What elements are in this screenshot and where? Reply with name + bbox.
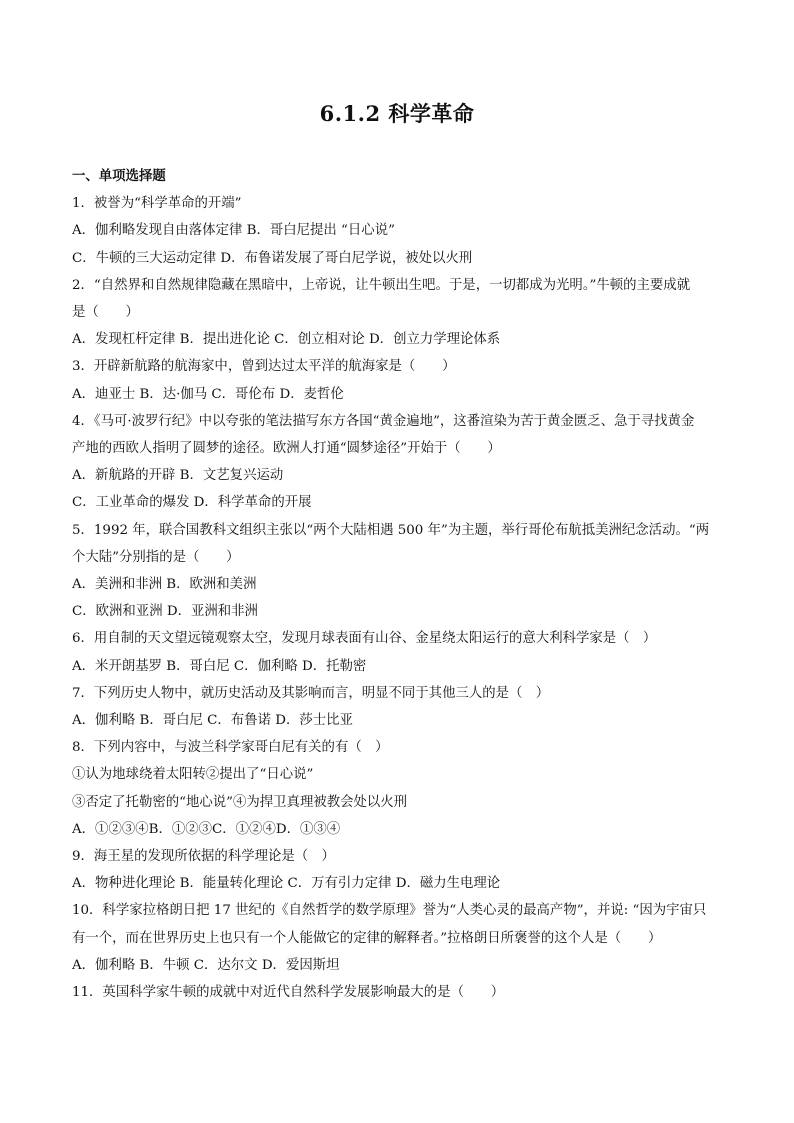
statement-line: ③否定了托勒密的“地心说”④为捍卫真理被教会处以火刑	[72, 794, 408, 810]
page-title: 6.1.2 科学革命	[319, 101, 475, 126]
question-line: 5．1992 年，联合国教科文组织主张以“两个大陆相遇 500 年”为主题，举行哥伦布航抵美洲纪念活动。“两	[72, 522, 710, 538]
option-line: A．美洲和非洲 B．欧洲和美洲	[72, 577, 257, 593]
option-line: A．米开朗基罗 B．哥白尼 C．伽利略 D．托勒密	[72, 658, 367, 674]
option-line: C．欧洲和亚洲 D．亚洲和非洲	[72, 604, 258, 620]
option-line: C．工业革命的爆发 D．科学革命的开展	[72, 495, 312, 511]
statement-line: ①认为地球绕着太阳转②提出了“日心说”	[72, 767, 314, 783]
question-line: 1．被誉为“科学革命的开端”	[72, 196, 242, 212]
option-line: A．迪亚士 B．达·伽马 C．哥伦布 D．麦哲伦	[72, 386, 344, 402]
option-line: A．新航路的开辟 B．文艺复兴运动	[72, 468, 284, 484]
question-list	[72, 163, 732, 1006]
question-line: 8．下列内容中，与波兰科学家哥白尼有关的有（ ）	[72, 740, 389, 756]
question-line: 是（ ）	[72, 305, 139, 321]
option-line: A．发现杠杆定律 B．提出进化论 C．创立相对论 D．创立力学理论体系	[72, 332, 501, 348]
option-line: A．伽利略 B．牛顿 C．达尔文 D．爱因斯坦	[72, 957, 340, 973]
option-line: A．①②③④B．①②③C．①②④D．①③④	[72, 821, 341, 837]
question-line: 9．海王星的发现所依据的科学理论是（ ）	[72, 849, 335, 865]
option-line: A．伽利略发现自由落体定律 B．哥白尼提出 “日心说”	[72, 223, 395, 239]
question-line: 2．“自然界和自然规律隐藏在黑暗中，上帝说，让牛顿出生吧。于是，一切都成为光明。”牛顿的主要成就	[72, 277, 691, 293]
question-line: 有一个，而在世界历史上也只有一个人能做它的定律的解释者。”拉格朗日所褒誉的这个人是（ ）	[72, 930, 662, 946]
option-line: A．物种进化理论 B．能量转化理论 C．万有引力定律 D．磁力生电理论	[72, 876, 501, 892]
option-line: A．伽利略 B．哥白尼 C．布鲁诺 D．莎士比亚	[72, 713, 353, 729]
question-line: 6．用自制的天文望远镜观察太空，发现月球表面有山谷、金星绕太阳运行的意大利科学家是（ ）	[72, 631, 657, 647]
question-line: 11．英国科学家牛顿的成就中对近代自然科学发展影响最大的是（ ）	[72, 985, 505, 1001]
section-heading: 一、单项选择题	[72, 168, 166, 184]
question-line: 个大陆”分别指的是（ ）	[72, 549, 240, 565]
question-line: 10．科学家拉格朗日把 17 世纪的《自然哲学的数学原理》誉为“人类心灵的最高产物”，并说: “因为宇宙只	[72, 903, 707, 919]
question-line: 3．开辟新航路的航海家中，曾到达过太平洋的航海家是（ ）	[72, 359, 456, 375]
question-line: 7．下列历史人物中，就历史活动及其影响而言，明显不同于其他三人的是（ ）	[72, 685, 550, 701]
option-line: C．牛顿的三大运动定律 D．布鲁诺发展了哥白尼学说，被处以火刑	[72, 250, 473, 266]
question-line: 4．《马可·波罗行纪》中以夸张的笔法描写东方各国“黄金遍地”，这番渲染为苦于黄金匮乏、急于寻找黄金	[72, 413, 695, 429]
question-line: 产地的西欧人指明了圆梦的途径。欧洲人打通“圆梦途径”开始于（ ）	[72, 441, 501, 457]
